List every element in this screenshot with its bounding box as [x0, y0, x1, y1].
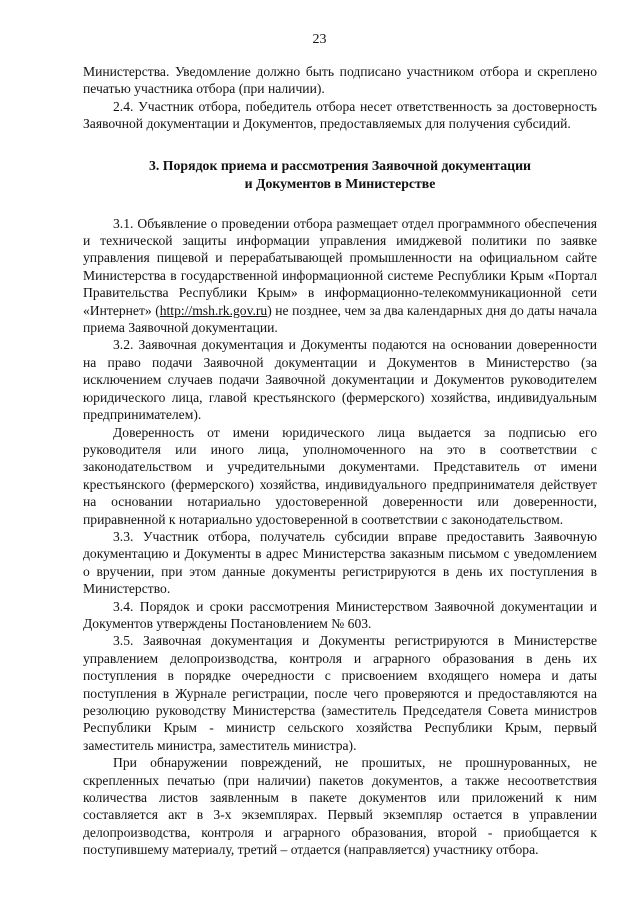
page-number: 23 [312, 32, 327, 47]
paragraph-2-4: 2.4. Участник отбора, победитель отбора несет ответственность за достоверность Заявочной документации и Документов, предоставляемых для получения субсидий. [83, 98, 597, 132]
document-body [83, 63, 597, 859]
paragraph-3-3: 3.3. Участник отбора, получатель субсидии вправе предоставить Заявочную документацию и Документы в адрес Министерства заказным письмом с уведомлением о вручении, при этом данные документы регистрируются в день их поступления в Министерство. [83, 528, 597, 597]
paragraph-3-5: 3.5. Заявочная документация и Документы регистрируются в Министерстве управлением делопроизводства, контроля и аграрного образования в день их поступления в порядке очередности с присвоением входящего номера и даты поступления в Журнале регистрации, после чего проверяются и предоставляются на резолюцию руководству Министерства (заместитель Председателя Совета министров Республики Крым - министр сельского хозяйства Республики Крым, первый заместитель министра, заместитель министра). [83, 633, 597, 753]
paragraph-3-1-text-end: ) не позднее, чем за два календарных дня до даты начала приема Заявочной документации. [83, 302, 597, 336]
paragraph-damage-act: При обнаружении повреждений, не прошитых, не прошнурованных, не скрепленных печатью (при наличии) пакетов документов, а также несоответствия количества листов заявленным в пакете документов или приложений к ним составляется акт в 3-х экземплярах. Первый экземпляр остается в управлении делопроизводства, контроля и аграрного образования, второй - приобщается к поступившему материалу, третий – отдается (направляется) участнику отбора. [83, 755, 597, 858]
paragraph-3-1-text-start: 3.1. Объявление о проведении отбора размещает отдел программного обеспечения и технической защиты информации управления имиджевой политики по заявке управления пищевой и перерабатывающей промышленности на официальном сайте Министерства в государственной информационной системе Республики Крым «Портал Правительства Республики Крым» в информационно-телекоммуникационной сети «Интернет» ( [83, 215, 597, 318]
paragraph-continuation: Министерства. Уведомление должно быть подписано участником отбора и скреплено печатью участника отбора (при наличии). [83, 64, 597, 97]
paragraph-3-4: 3.4. Порядок и сроки рассмотрения Министерством Заявочной документации и Документов утверждены Постановлением № 603. [83, 598, 597, 631]
section-heading-line1: 3. Порядок приема и рассмотрения Заявочной документации [149, 157, 531, 173]
paragraph-power-of-attorney: Доверенность от имени юридического лица выдается за подписью его руководителя или иного лица, уполномоченного на это в соответствии с законодательством и учредительными документами. Представитель от имени крестьянского (фермерского) хозяйства, индивидуального предпринимателя действует на основании нотариально удостоверенной доверенности или доверенности, приравненной к нотариально удостоверенной в соответствии с законодательством. [83, 424, 597, 527]
paragraph-3-1 [83, 215, 597, 337]
paragraph-3-2: 3.2. Заявочная документация и Документы подаются на основании доверенности на право подачи Заявочной документации и Документов в Министерство (за исключением случаев подачи Заявочной документации и Документов руководителем юридического лица, главой крестьянского (фермерского) хозяйства, индивидуальным предпринимателем). [83, 337, 597, 423]
section-heading [83, 157, 597, 193]
section-heading-line2: и Документов в Министерстве [244, 175, 436, 191]
portal-link[interactable]: http://msh.rk.gov.ru [159, 302, 268, 318]
